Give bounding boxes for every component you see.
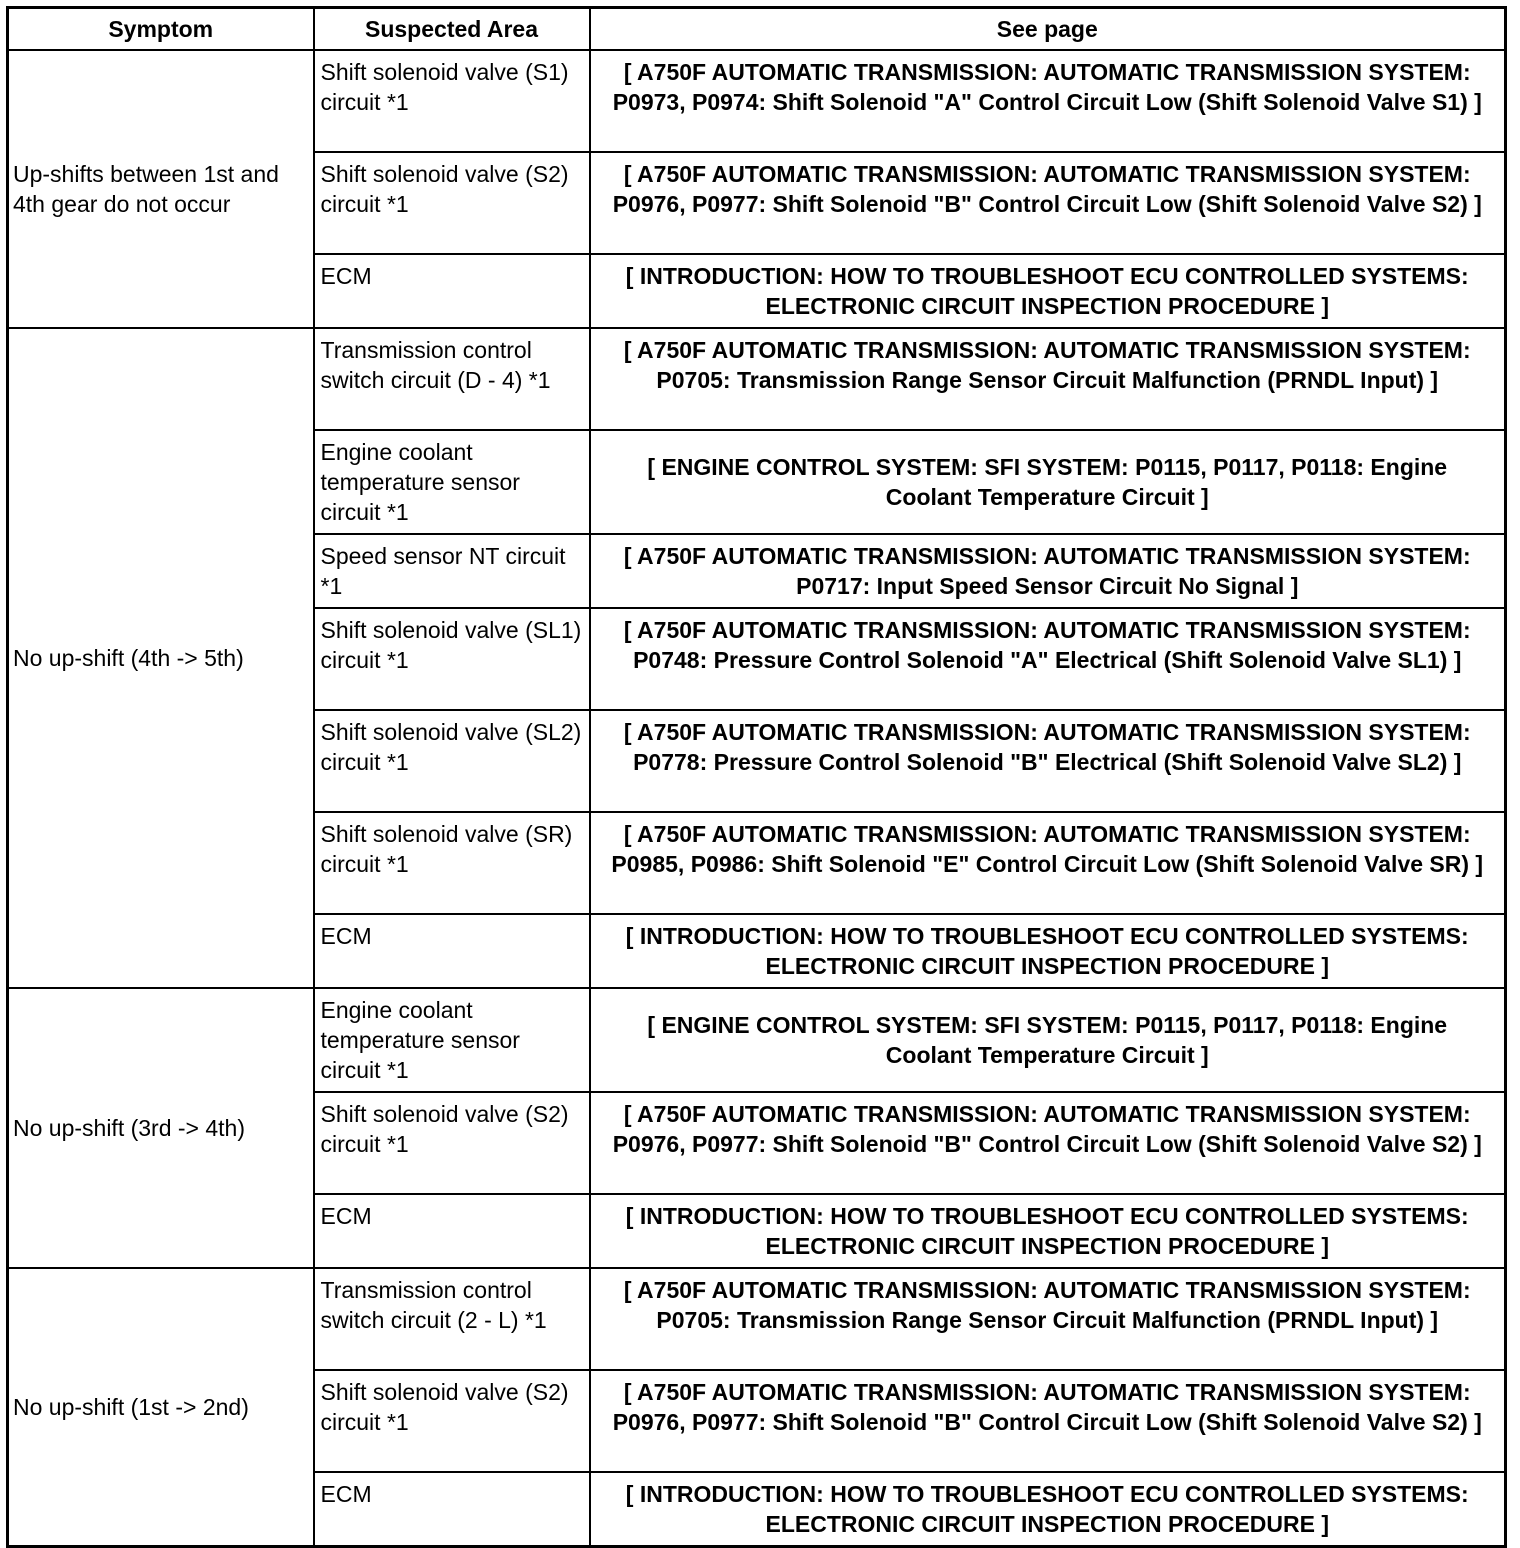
suspected-area-cell: ECM (314, 914, 590, 988)
see-page-cell: [ INTRODUCTION: HOW TO TROUBLESHOOT ECU CONTROLLED SYSTEMS: ELECTRONIC CIRCUIT INSPECTION PROCEDURE ] (590, 1194, 1506, 1268)
suspected-area-cell: Transmission control switch circuit (2 - L) *1 (314, 1268, 590, 1370)
table-body (8, 50, 1506, 1547)
suspected-area-cell: Shift solenoid valve (SL1) circuit *1 (314, 608, 590, 710)
troubleshooting-table (6, 6, 1507, 1548)
suspected-area-cell: Shift solenoid valve (S2) circuit *1 (314, 1092, 590, 1194)
suspected-area-cell: Shift solenoid valve (S2) circuit *1 (314, 1370, 590, 1472)
see-page-cell: [ ENGINE CONTROL SYSTEM: SFI SYSTEM: P0115, P0117, P0118: Engine Coolant Temperature Circuit ] (590, 988, 1506, 1092)
table-row (8, 328, 1506, 430)
suspected-area-cell: ECM (314, 1194, 590, 1268)
table-row (8, 1268, 1506, 1370)
see-page-cell: [ A750F AUTOMATIC TRANSMISSION: AUTOMATIC TRANSMISSION SYSTEM: P0976, P0977: Shift Solenoid "B" Control Circuit Low (Shift Solenoid Valve S2) ] (590, 1370, 1506, 1472)
see-page-cell: [ A750F AUTOMATIC TRANSMISSION: AUTOMATIC TRANSMISSION SYSTEM: P0985, P0986: Shift Solenoid "E" Control Circuit Low (Shift Solenoid Valve SR) ] (590, 812, 1506, 914)
suspected-area-cell: Engine coolant temperature sensor circuit *1 (314, 988, 590, 1092)
suspected-area-cell: Shift solenoid valve (S1) circuit *1 (314, 50, 590, 152)
see-page-cell: [ A750F AUTOMATIC TRANSMISSION: AUTOMATIC TRANSMISSION SYSTEM: P0717: Input Speed Sensor Circuit No Signal ] (590, 534, 1506, 608)
table-row (8, 50, 1506, 152)
suspected-area-cell: Shift solenoid valve (SR) circuit *1 (314, 812, 590, 914)
suspected-area-cell: Speed sensor NT circuit *1 (314, 534, 590, 608)
see-page-cell: [ A750F AUTOMATIC TRANSMISSION: AUTOMATIC TRANSMISSION SYSTEM: P0705: Transmission Range Sensor Circuit Malfunction (PRNDL Input) ] (590, 1268, 1506, 1370)
table-header (8, 8, 1506, 50)
suspected-area-cell: ECM (314, 254, 590, 328)
suspected-area-cell: Shift solenoid valve (SL2) circuit *1 (314, 710, 590, 812)
table-row (8, 988, 1506, 1092)
suspected-area-cell: Engine coolant temperature sensor circuit *1 (314, 430, 590, 534)
see-page-cell: [ INTRODUCTION: HOW TO TROUBLESHOOT ECU CONTROLLED SYSTEMS: ELECTRONIC CIRCUIT INSPECTION PROCEDURE ] (590, 1472, 1506, 1547)
suspected-area-cell: Transmission control switch circuit (D - 4) *1 (314, 328, 590, 430)
see-page-cell: [ ENGINE CONTROL SYSTEM: SFI SYSTEM: P0115, P0117, P0118: Engine Coolant Temperature Circuit ] (590, 430, 1506, 534)
symptom-cell: No up-shift (1st -> 2nd) (8, 1268, 314, 1547)
header-suspected-area: Suspected Area (314, 8, 590, 50)
header-see-page: See page (590, 8, 1506, 50)
see-page-cell: [ INTRODUCTION: HOW TO TROUBLESHOOT ECU CONTROLLED SYSTEMS: ELECTRONIC CIRCUIT INSPECTION PROCEDURE ] (590, 254, 1506, 328)
see-page-cell: [ A750F AUTOMATIC TRANSMISSION: AUTOMATIC TRANSMISSION SYSTEM: P0973, P0974: Shift Solenoid "A" Control Circuit Low (Shift Solenoid Valve S1) ] (590, 50, 1506, 152)
symptom-cell: No up-shift (3rd -> 4th) (8, 988, 314, 1268)
see-page-cell: [ A750F AUTOMATIC TRANSMISSION: AUTOMATIC TRANSMISSION SYSTEM: P0705: Transmission Range Sensor Circuit Malfunction (PRNDL Input) ] (590, 328, 1506, 430)
see-page-cell: [ INTRODUCTION: HOW TO TROUBLESHOOT ECU CONTROLLED SYSTEMS: ELECTRONIC CIRCUIT INSPECTION PROCEDURE ] (590, 914, 1506, 988)
see-page-cell: [ A750F AUTOMATIC TRANSMISSION: AUTOMATIC TRANSMISSION SYSTEM: P0976, P0977: Shift Solenoid "B" Control Circuit Low (Shift Solenoid Valve S2) ] (590, 152, 1506, 254)
see-page-cell: [ A750F AUTOMATIC TRANSMISSION: AUTOMATIC TRANSMISSION SYSTEM: P0778: Pressure Control Solenoid "B" Electrical (Shift Solenoid Valve SL2) ] (590, 710, 1506, 812)
suspected-area-cell: Shift solenoid valve (S2) circuit *1 (314, 152, 590, 254)
see-page-cell: [ A750F AUTOMATIC TRANSMISSION: AUTOMATIC TRANSMISSION SYSTEM: P0748: Pressure Control Solenoid "A" Electrical (Shift Solenoid Valve SL1) ] (590, 608, 1506, 710)
header-symptom: Symptom (8, 8, 314, 50)
symptom-cell: Up-shifts between 1st and 4th gear do not occur (8, 50, 314, 328)
suspected-area-cell: ECM (314, 1472, 590, 1547)
see-page-cell: [ A750F AUTOMATIC TRANSMISSION: AUTOMATIC TRANSMISSION SYSTEM: P0976, P0977: Shift Solenoid "B" Control Circuit Low (Shift Solenoid Valve S2) ] (590, 1092, 1506, 1194)
symptom-cell: No up-shift (4th -> 5th) (8, 328, 314, 988)
